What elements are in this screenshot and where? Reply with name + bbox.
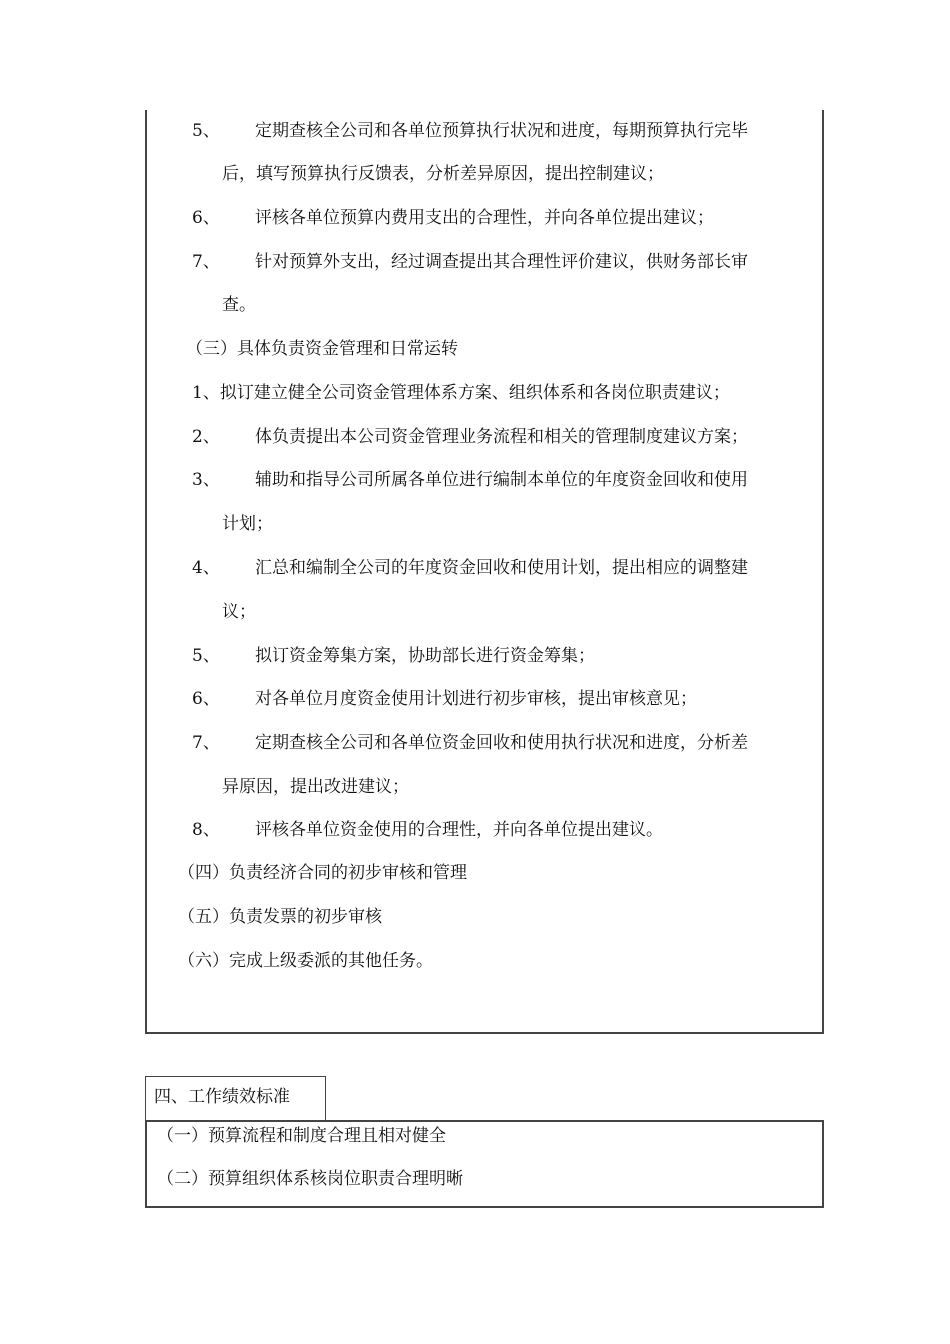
list-item-text: 1、拟订建立健全公司资金管理体系方案、组织体系和各岗位职责建议； xyxy=(192,383,730,403)
list-item-text-continued: 议； xyxy=(222,602,256,622)
list-number: 5、 xyxy=(192,646,220,666)
list-item-text-continued: 查。 xyxy=(222,295,256,315)
list-item-text: 评核各单位预算内费用支出的合理性，并向各单位提出建议； xyxy=(255,208,714,228)
section-title-box xyxy=(145,1076,326,1120)
subsection-heading: （三）具体负责资金管理和日常运转 xyxy=(186,339,458,359)
list-item-text: 汇总和编制全公司的年度资金回收和使用计划，提出相应的调整建 xyxy=(255,558,748,578)
list-item-text: 拟订资金筹集方案，协助部长进行资金筹集； xyxy=(255,646,595,666)
list-number: 6、 xyxy=(192,208,220,228)
list-item-text-continued: 后，填写预算执行反馈表，分析差异原因，提出控制建议； xyxy=(222,164,664,184)
list-item-text: 定期查核全公司和各单位预算执行状况和进度，每期预算执行完毕 xyxy=(255,121,748,141)
standard-item: （一）预算流程和制度合理且相对健全 xyxy=(157,1126,446,1146)
subsection-heading: （六）完成上级委派的其他任务。 xyxy=(178,951,433,971)
list-number: 6、 xyxy=(192,689,220,709)
list-number: 7、 xyxy=(192,733,220,753)
subsection-heading: （四）负责经济合同的初步审核和管理 xyxy=(178,863,467,883)
list-number: 3、 xyxy=(192,470,220,490)
list-item-text: 针对预算外支出，经过调查提出其合理性评价建议，供财务部长审 xyxy=(255,252,748,272)
list-item-text-continued: 计划； xyxy=(222,514,273,534)
list-number: 8、 xyxy=(192,820,220,840)
list-item-text: 体负责提出本公司资金管理业务流程和相关的管理制度建议方案； xyxy=(255,427,748,447)
list-item-text-continued: 异原因，提出改进建议； xyxy=(222,777,409,797)
list-number: 5、 xyxy=(192,121,220,141)
list-number: 4、 xyxy=(192,558,220,578)
list-number: 7、 xyxy=(192,252,220,272)
list-item-text: 定期查核全公司和各单位资金回收和使用执行状况和进度，分析差 xyxy=(255,733,748,753)
standard-item: （二）预算组织体系核岗位职责合理明晰 xyxy=(157,1169,463,1189)
list-number: 2、 xyxy=(192,427,220,447)
subsection-heading: （五）负责发票的初步审核 xyxy=(178,907,382,927)
list-item-text: 辅助和指导公司所属各单位进行编制本单位的年度资金回收和使用 xyxy=(255,470,748,490)
list-item-text: 评核各单位资金使用的合理性，并向各单位提出建议。 xyxy=(255,820,663,840)
section-title: 四、工作绩效标准 xyxy=(154,1087,290,1107)
list-item-text: 对各单位月度资金使用计划进行初步审核，提出审核意见； xyxy=(255,689,697,709)
